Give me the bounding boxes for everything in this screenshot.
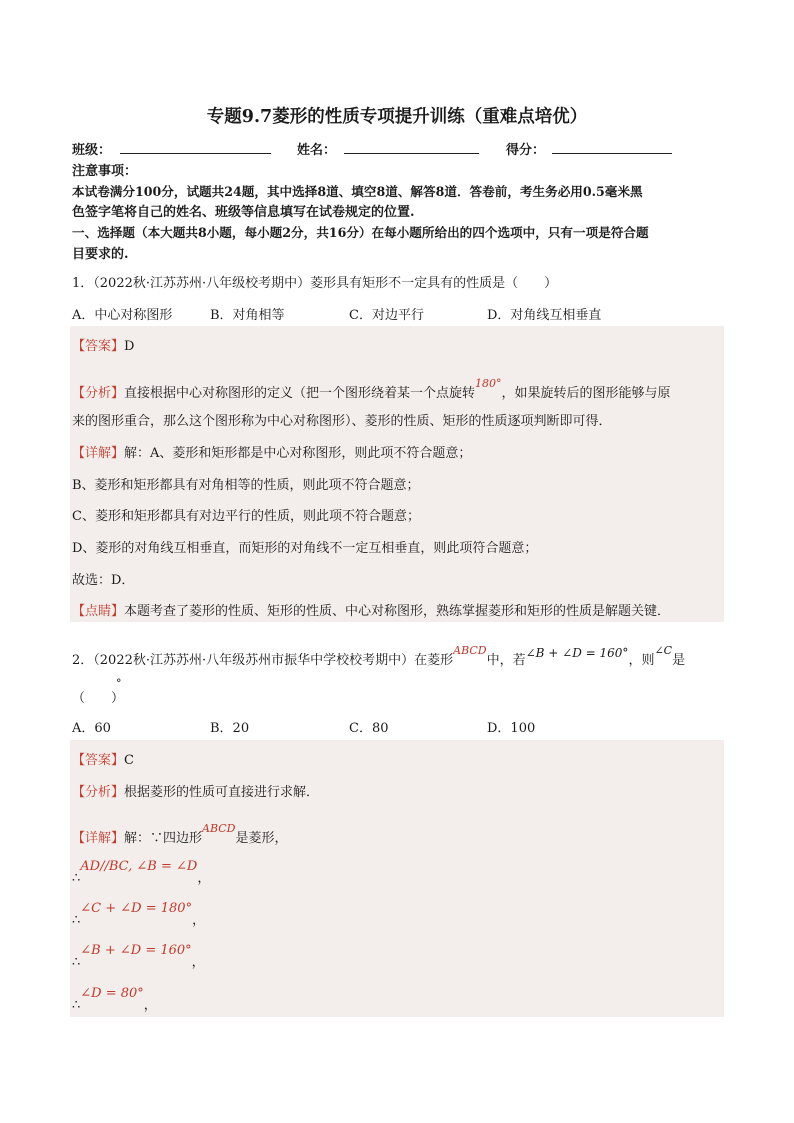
q2-option-d: D．100: [487, 721, 536, 736]
notice-line-2: 色签字笔将自己的姓名、班级等信息填写在试卷规定的位置.: [72, 205, 415, 220]
q2-step-4: ∴∠D = 80°，: [72, 986, 157, 1013]
name-blank: [344, 153, 479, 154]
q1-detail-line-4: D、菱形的对角线互相垂直，而矩形的对角线不一定互相垂直，则此项符合题意；: [72, 541, 538, 556]
q2-stem-paren: （ ）: [72, 691, 125, 706]
q1-stem: 1．（2022秋·江苏苏州·八年级校考期中）菱形具有矩形不一定具有的性质是（ ）: [72, 276, 558, 291]
notice-heading: 注意事项：: [72, 164, 138, 179]
q2-answer: 【答案】C: [72, 753, 134, 768]
q1-answer: 【答案】D: [72, 339, 135, 354]
q2-stem-angle: ∠C: [654, 644, 673, 657]
q1-analysis-line-2: 来的图形重合，那么这个图形称为中心对称图形）、菱形的性质、矩形的性质逐项判断即可得．: [72, 414, 612, 429]
page-title: 专题9.7菱形的性质专项提升训练（重难点培优）: [206, 107, 588, 127]
q1-comment: 【点睛】本题考查了菱形的性质、矩形的性质、中心对称图形，熟练掌握菱形和矩形的性质是解题关键．: [72, 604, 671, 619]
score-label: 得分：: [506, 143, 546, 158]
q2-stem-abcd: ABCD: [453, 644, 487, 657]
q2-option-b: B．20: [210, 721, 250, 736]
q1-choose: 故选：D．: [72, 573, 135, 588]
class-label: 班级：: [72, 143, 112, 158]
q2-stem-condition: ∠B + ∠D = 160°: [525, 646, 629, 660]
q2-step-2: ∴∠C + ∠D = 180°，: [72, 901, 206, 928]
q1-detail-line-2: B、菱形和矩形都具有对角相等的性质，则此项不符合题意；: [72, 478, 420, 493]
q2-detail-abcd: ABCD: [202, 822, 236, 835]
q1-analysis-line-1: 【分析】直接根据中心对称图形的定义（把一个图形绕着某一个点旋转$^{180^\circ}$，如果旋转后的图形能够与原: [72, 377, 671, 401]
q2-option-a: A．60: [72, 721, 111, 736]
q2-step-1: ∴AD//BC, ∠B = ∠D，: [72, 859, 211, 886]
q1-option-a: A．中心对称图形: [72, 308, 173, 323]
q2-detail-line-1: 【详解】解：∵四边形$^{ABCD}$是菱形，: [72, 822, 288, 846]
q1-option-b: B．对角相等: [210, 308, 285, 323]
q2-stem: 2．（2022秋·江苏苏州·八年级苏州市振华中学校校考期中）在菱形$^{ABCD}$中，若∠B + ∠D = 160°，则$^{\angle C}$是: [72, 644, 686, 668]
section-heading-line-1: 一、选择题（本大题共8小题，每小题2分，共16分）在每小题所给出的四个选项中，只有一项是符合题: [72, 225, 649, 240]
q1-detail-line-1: 【详解】解：A、菱形和矩形都是中心对称图形，则此项不符合题意；: [72, 446, 472, 461]
class-blank: [120, 153, 271, 154]
q1-option-d: D．对角线互相垂直: [487, 308, 602, 323]
section-heading-line-2: 目要求的.: [72, 247, 129, 262]
q2-step-3: ∴∠B + ∠D = 160°，: [72, 943, 205, 970]
q2-option-c: C．80: [349, 721, 389, 736]
q2-analysis: 【分析】根据菱形的性质可直接进行求解．: [72, 785, 320, 800]
q1-analysis-degree: 180°: [475, 377, 502, 390]
q1-detail-line-3: C、菱形和矩形都具有对边平行的性质，则此项不符合题意；: [72, 509, 420, 524]
notice-line-1: 本试卷满分100分，试题共24题，其中选择8道、填空8道、解答8道．答卷前，考生务必用0.5毫米黑: [72, 184, 643, 199]
score-blank: [552, 153, 672, 154]
q1-option-c: C．对边平行: [349, 308, 424, 323]
name-label: 姓名：: [297, 143, 337, 158]
q2-degree-mark: °: [116, 677, 122, 690]
